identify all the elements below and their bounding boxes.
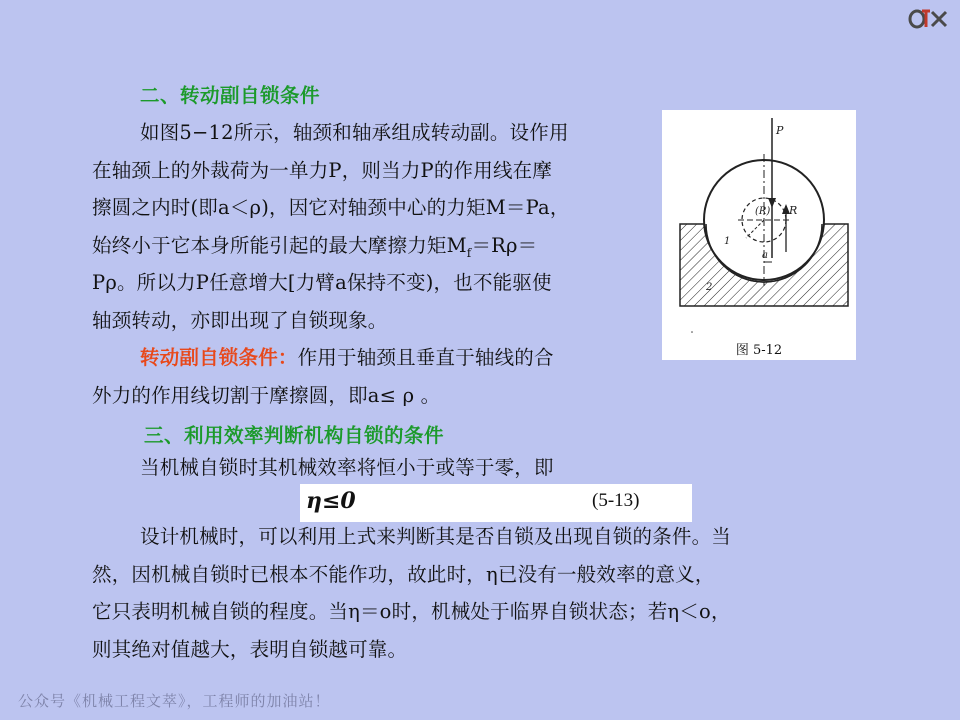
- text-line: 然，因机械自锁时已根本不能作功，故此时，η已没有一般效率的意义，: [92, 562, 715, 586]
- text-fragment: 始终小于它本身所能引起的最大摩擦力矩M: [92, 233, 467, 257]
- formula-expression: η≤0: [306, 488, 356, 514]
- text-line: 在轴颈上的外裁荷为一单力P，则当力P的作用线在摩: [92, 158, 553, 182]
- text-line: 它只表明机械自锁的程度。当η＝o时，机械处于临界自锁状态；若η＜o，: [92, 600, 731, 623]
- text-fragment: ＝Rρ＝: [471, 233, 538, 257]
- subscript: f: [466, 245, 472, 260]
- label-journal: 1: [724, 236, 731, 247]
- text-line: 当机械自锁时其机械效率将恒小于或等于零，即: [140, 456, 554, 479]
- text-line: 设计机械时，可以利用上式来判断其是否自锁及出现自锁的条件。当: [140, 525, 732, 548]
- paragraph-efficiency: [92, 449, 554, 487]
- text-line: 擦圆之内时(即a＜ρ)，因它对轴颈中心的力矩M＝Pa，: [92, 196, 570, 219]
- text-line: [92, 339, 570, 377]
- footer-watermark: 公众号《机械工程文萃》，工程师的加油站！: [18, 692, 331, 710]
- text-line: 如图5−12所示，轴颈和轴承组成转动副。设作用: [140, 121, 569, 144]
- logo: [908, 6, 950, 30]
- text-line: Pρ。所以力P任意增大[力臂a保持不变)，也不能驱使: [92, 271, 552, 294]
- journal-bearing-diagram: [662, 110, 856, 340]
- label-bearing: 2: [706, 282, 713, 293]
- formula-number: (5-13): [592, 490, 640, 511]
- figure-caption: 图 5-12: [735, 343, 783, 358]
- text-line: 轴颈转动，亦即出现了自锁现象。: [92, 308, 388, 332]
- label-a: a: [762, 250, 768, 261]
- text-line: 外力的作用线切割于摩擦圆，即a≤ ρ 。: [92, 383, 441, 407]
- section-heading-revolute-pair: 二、转动副自锁条件: [140, 84, 321, 107]
- paragraph-design: [92, 518, 731, 668]
- text-line: [92, 227, 570, 265]
- label-r: R: [789, 204, 798, 217]
- formula-block: [300, 484, 692, 522]
- label-r-rho: (R): [755, 206, 771, 217]
- label-p: P: [776, 124, 784, 137]
- text-line: 则其绝对值越大，表明自锁越可靠。: [92, 637, 408, 661]
- condition-label: 转动副自锁条件：: [140, 346, 298, 369]
- paragraph-revolute-pair: [92, 114, 570, 414]
- figure-5-12: [662, 110, 856, 360]
- section-heading-efficiency: 三、利用效率判断机构自锁的条件: [144, 424, 445, 447]
- condition-text: 作用于轴颈且垂直于轴线的合: [297, 346, 554, 369]
